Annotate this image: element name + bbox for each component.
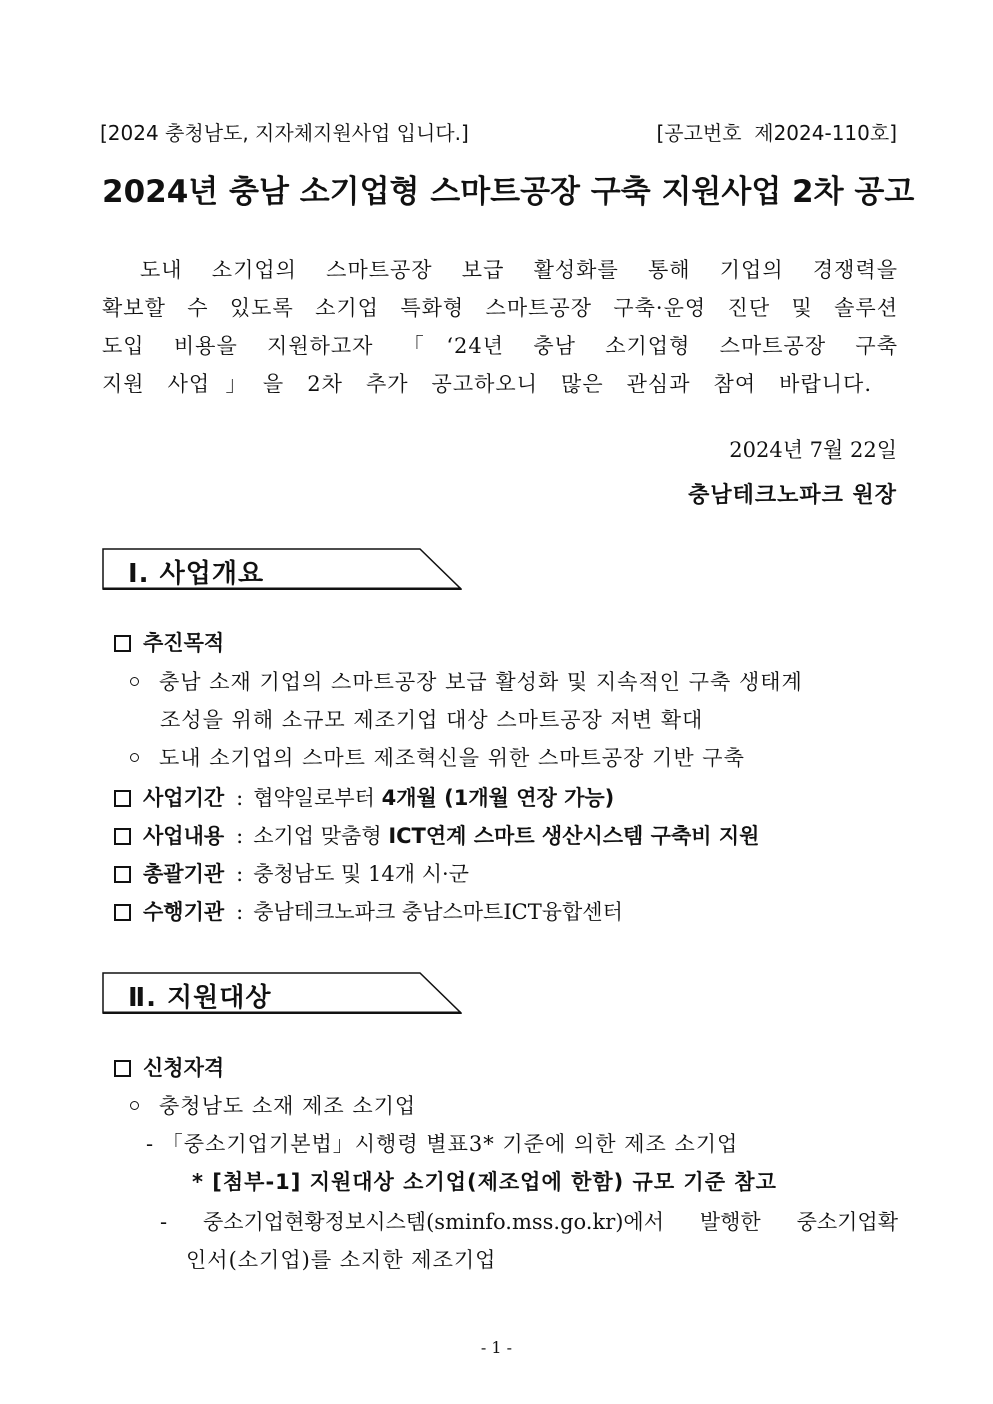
issuer: 충남테크노파크 원장 bbox=[688, 483, 897, 508]
purpose-item-2: 도내 소기업의 스마트 제조혁신을 위한 스마트공장 기반 구축 bbox=[130, 742, 745, 772]
qualification-sub-2-cont: 인서(소기업)를 소지한 제조기업 bbox=[186, 1248, 497, 1272]
exec-row: 수행기관 : 충남테크노파크 충남스마트ICT융합센터 bbox=[114, 896, 623, 926]
intro-line-4: 지원 사업」을 2차 추가 공고하오니 많은 관심과 참여 바랍니다. bbox=[102, 372, 872, 396]
intro-line-2: 확보할 수 있도록 소기업 특화형 스마트공장 구축·운영 진단 및 솔루션 bbox=[102, 296, 898, 320]
circle-bullet-icon bbox=[130, 1101, 139, 1110]
purpose-heading: 추진목적 bbox=[114, 627, 224, 657]
page-title: 2024년 충남 소기업형 스마트공장 구축 지원사업 2차 공고 bbox=[102, 174, 915, 210]
section-1-header bbox=[102, 548, 462, 590]
square-bullet-icon bbox=[114, 904, 131, 921]
notice-date: 2024년 7월 22일 bbox=[729, 438, 897, 462]
intro-line-1: 도내 소기업의 스마트공장 보급 활성화를 통해 기업의 경쟁력을 bbox=[140, 258, 898, 282]
content-row: 사업내용 : 소기업 맞춤형 ICT연계 스마트 생산시스템 구축비 지원 bbox=[114, 820, 759, 850]
qualification-item-1: 충청남도 소재 제조 소기업 bbox=[130, 1090, 416, 1120]
notice-number: [공고번호 제2024-110호] bbox=[656, 121, 897, 145]
purpose-item-1: 충남 소재 기업의 스마트공장 보급 활성화 및 지속적인 구축 생태계 bbox=[130, 666, 898, 696]
section-1-title: Ⅰ. 사업개요 bbox=[128, 559, 265, 589]
section-2-title: Ⅱ. 지원대상 bbox=[128, 983, 272, 1013]
circle-bullet-icon bbox=[130, 753, 139, 762]
intro-line-3: 도입 비용을 지원하고자 「‘24년 충남 소기업형 스마트공장 구축 bbox=[102, 334, 898, 358]
page-number: - 1 - bbox=[480, 1338, 513, 1357]
square-bullet-icon bbox=[114, 828, 131, 845]
section-2-header bbox=[102, 972, 462, 1014]
square-bullet-icon bbox=[114, 1060, 131, 1077]
circle-bullet-icon bbox=[130, 677, 139, 686]
qualification-heading: 신청자격 bbox=[114, 1052, 224, 1082]
square-bullet-icon bbox=[114, 866, 131, 883]
square-bullet-icon bbox=[114, 635, 131, 652]
qualification-note: * [첨부-1] 지원대상 소기업(제조업에 한함) 규모 기준 참고 bbox=[192, 1170, 777, 1194]
square-bullet-icon bbox=[114, 790, 131, 807]
purpose-item-1-cont: 조성을 위해 소규모 제조기업 대상 스마트공장 저변 확대 bbox=[160, 708, 704, 732]
program-tag: [2024 충청남도, 지자체지원사업 입니다.] bbox=[100, 121, 469, 145]
qualification-sub-1: - 「중소기업기본법」시행령 별표3* 기준에 의한 제조 소기업 bbox=[146, 1132, 739, 1156]
period-row: 사업기간 : 협약일로부터 4개월 (1개월 연장 가능) bbox=[114, 782, 614, 812]
qualification-sub-2: - 중소기업현황정보시스템(sminfo.mss.go.kr)에서 발행한 중소기업확 bbox=[160, 1210, 898, 1234]
org-row: 총괄기관 : 충청남도 및 14개 시·군 bbox=[114, 858, 469, 888]
